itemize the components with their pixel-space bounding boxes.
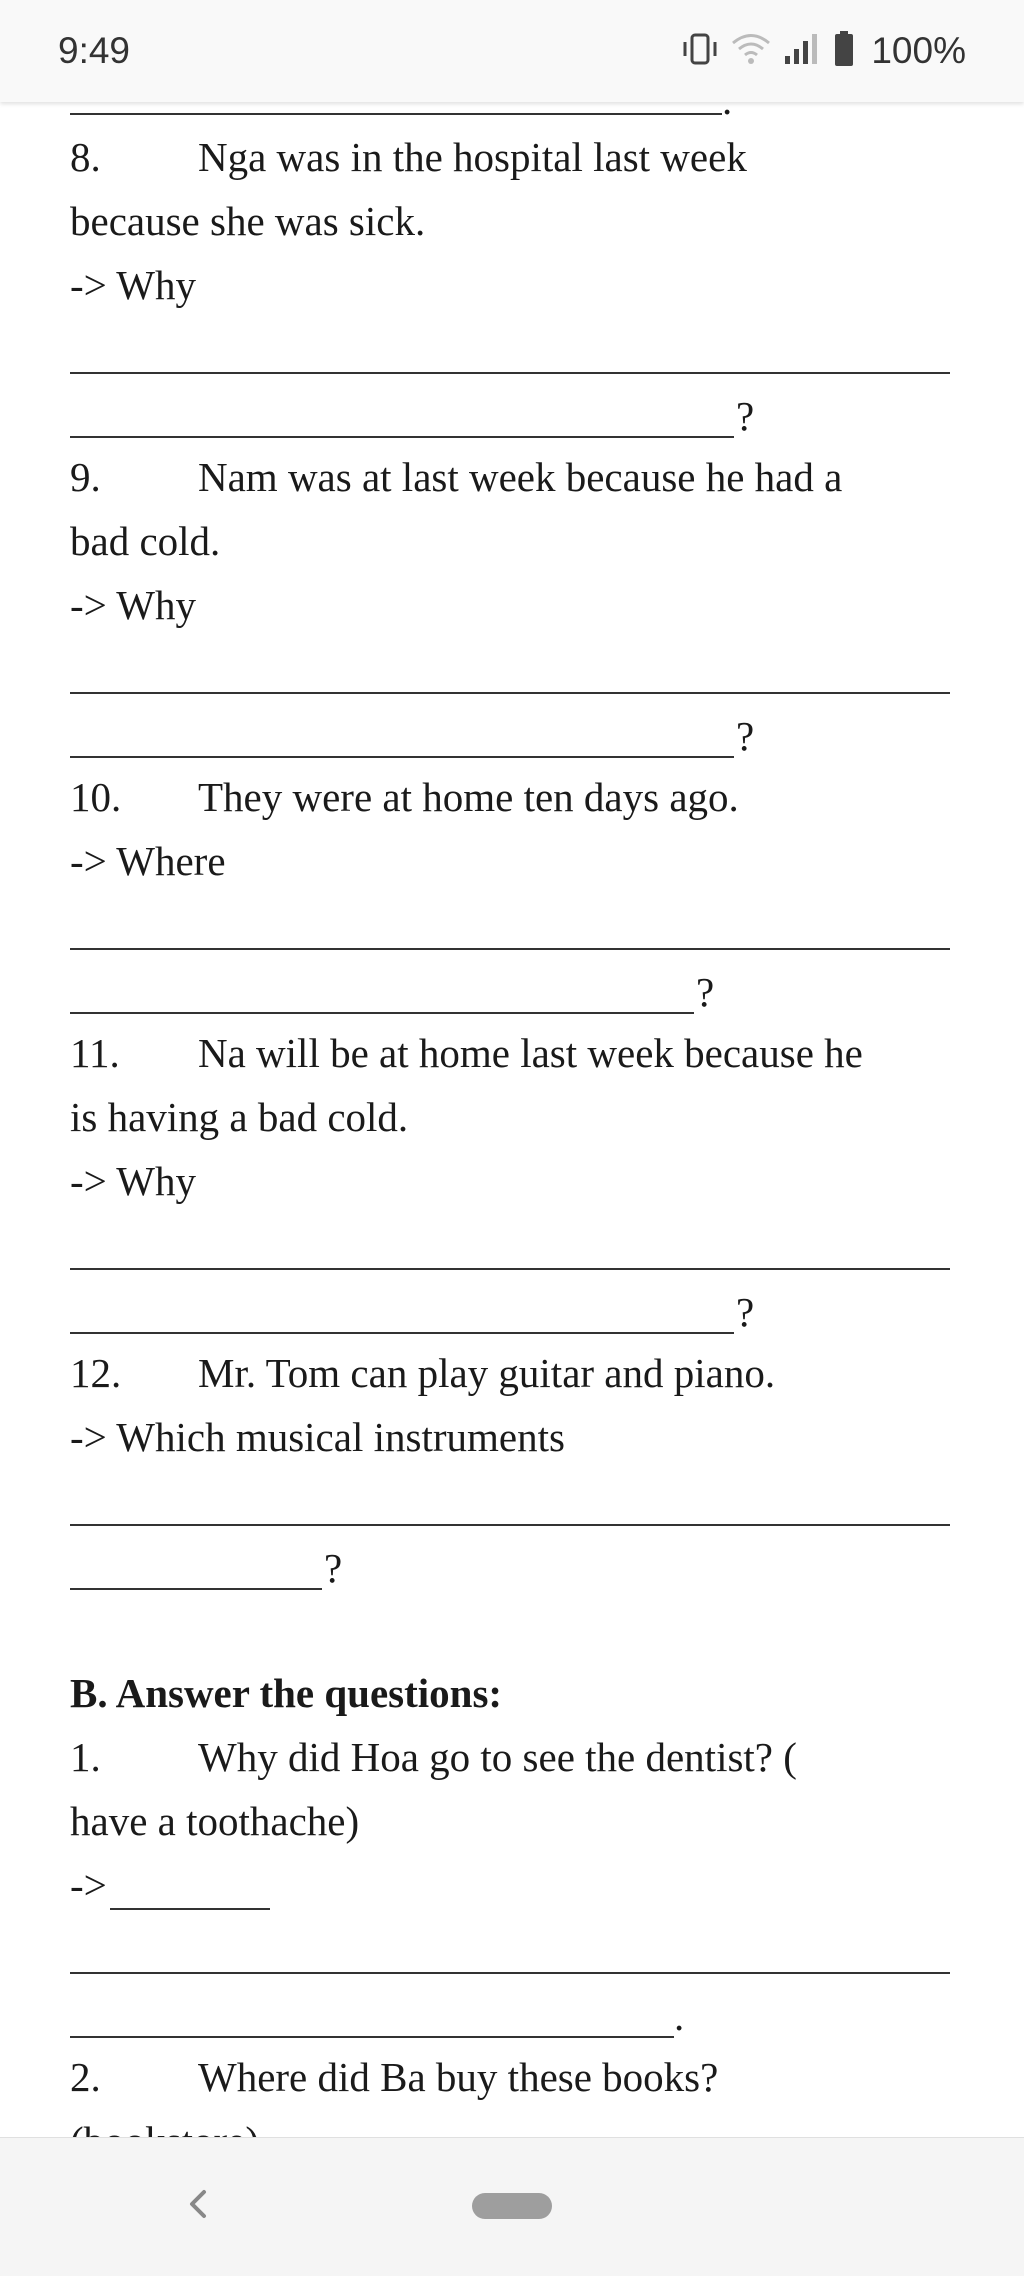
status-time: 9:49	[58, 30, 131, 71]
section-heading: B. Answer the questions:	[70, 1670, 503, 1716]
answer-line	[70, 1524, 950, 1526]
question-text-cont: is having a bad cold.	[70, 1094, 409, 1140]
battery-icon	[833, 31, 855, 72]
question-text: They were at home ten days ago.	[198, 774, 739, 820]
wifi-icon	[731, 32, 771, 71]
vibrate-icon	[681, 32, 719, 71]
question-number: 12.	[70, 1350, 122, 1396]
answer-prompt: -> Where	[70, 838, 226, 884]
question-text: Na will be at home last week because he	[198, 1030, 863, 1076]
question-number: 2.	[70, 2054, 101, 2100]
question-text-cont: have a toothache)	[70, 1798, 360, 1844]
question-number: 8.	[70, 134, 101, 180]
home-pill[interactable]	[472, 2193, 552, 2219]
answer-line	[70, 948, 950, 950]
answer-line	[70, 436, 734, 438]
line-end-mark: .	[674, 1993, 685, 2039]
question-12	[70, 1349, 775, 1397]
question-text: Where did Ba buy these books?	[198, 2054, 719, 2100]
answer-line	[70, 756, 734, 758]
line-end-mark: ?	[696, 969, 715, 1015]
answer-line	[110, 1908, 270, 1910]
question-9	[70, 453, 842, 501]
question-text: Nam was at last week because he had a	[198, 454, 843, 500]
back-icon[interactable]	[178, 2184, 218, 2224]
line-end-mark: ?	[324, 1545, 343, 1591]
answer-line	[70, 1012, 694, 1014]
question-10	[70, 773, 739, 821]
line-end-mark: ?	[736, 393, 755, 439]
answer-line	[70, 113, 722, 115]
question-text: Mr. Tom can play guitar and piano.	[198, 1350, 776, 1396]
question-text-cont: because she was sick.	[70, 198, 426, 244]
question-number: 9.	[70, 454, 101, 500]
question-number: 1.	[70, 1734, 101, 1780]
question-8	[70, 133, 747, 181]
answer-line	[70, 1972, 950, 1974]
answer-line	[70, 692, 950, 694]
line-end-mark: ?	[736, 713, 755, 759]
question-number: 10.	[70, 774, 122, 820]
question-text: Why did Hoa go to see the dentist? (	[198, 1734, 797, 1780]
answer-line	[70, 1268, 950, 1270]
question-11	[70, 1029, 863, 1077]
document-viewer[interactable]	[0, 102, 1024, 2137]
status-bar	[0, 0, 1024, 102]
answer-prompt: ->	[70, 1862, 107, 1908]
status-icons	[681, 30, 966, 72]
answer-line	[70, 1588, 322, 1590]
signal-icon	[783, 32, 821, 71]
battery-percentage: 100%	[871, 30, 966, 71]
answer-line	[70, 372, 950, 374]
question-number: 11.	[70, 1030, 120, 1076]
answer-line	[70, 2036, 674, 2038]
question-b2	[70, 2053, 718, 2101]
question-text-cont: bad cold.	[70, 518, 221, 564]
answer-prompt: -> Why	[70, 582, 196, 628]
answer-prompt: -> Why	[70, 1158, 196, 1204]
navigation-bar	[0, 2137, 1024, 2276]
answer-prompt: -> Why	[70, 262, 196, 308]
answer-prompt: -> Which musical instruments	[70, 1414, 565, 1460]
answer-line	[70, 1332, 734, 1334]
line-end-mark: ?	[736, 1289, 755, 1335]
question-b1	[70, 1733, 797, 1781]
question-text: Nga was in the hospital last week	[198, 134, 747, 180]
